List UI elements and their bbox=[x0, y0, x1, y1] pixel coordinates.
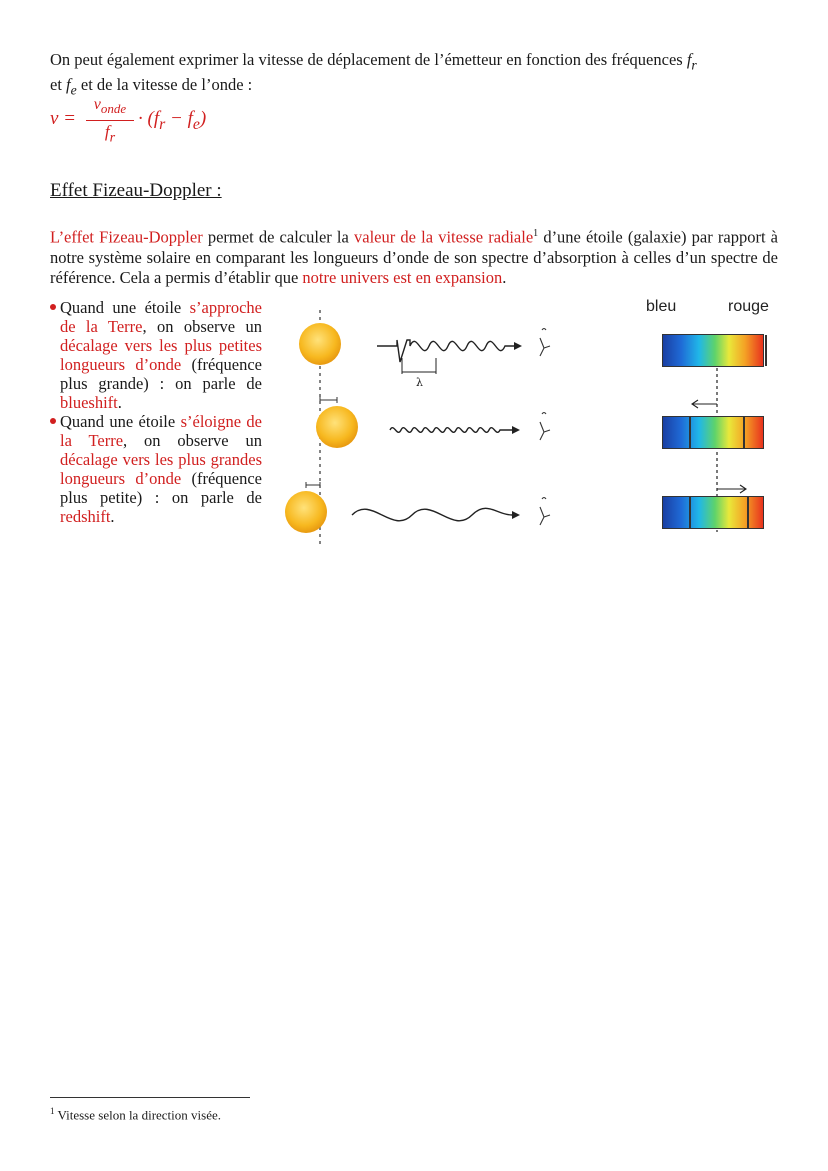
doppler-star-wave-diagram bbox=[282, 300, 572, 550]
intro-paragraph: On peut également exprimer la vitesse de déplacement de l’émetteur en fonction des fréquences $f_r$ et $f_e$ et de la vitesse de l’onde : bbox=[50, 50, 697, 98]
wave-arrowhead bbox=[514, 342, 522, 350]
section-title: Effet Fizeau-Doppler : bbox=[50, 180, 222, 201]
star-icon bbox=[285, 491, 327, 533]
absorption-line bbox=[747, 497, 749, 528]
bullet-highlight: décalage vers les plus petites longueurs d’onde bbox=[60, 336, 262, 374]
bullet-highlight: s’approche de la Terre bbox=[60, 298, 262, 336]
rhs-sub1: r bbox=[159, 115, 166, 133]
formula-numerator bbox=[86, 96, 134, 118]
star-icon bbox=[299, 323, 341, 365]
denominator-sub: r bbox=[109, 129, 116, 146]
lambda-label: λ bbox=[416, 376, 423, 389]
observer-icon bbox=[540, 329, 550, 357]
displacement-arrow-right bbox=[320, 397, 337, 403]
bullet-text: . bbox=[110, 507, 115, 526]
absorption-line bbox=[765, 335, 767, 366]
bullet-text: (fréquence plus petite) : on parle de bbox=[60, 469, 262, 507]
rhs-mid: − f bbox=[165, 108, 193, 129]
footnote bbox=[50, 1106, 221, 1123]
wave-reference bbox=[377, 340, 514, 362]
rhs-end: ) bbox=[199, 108, 207, 129]
rhs-sub2: e bbox=[192, 115, 200, 133]
bullet-redshift bbox=[50, 412, 262, 526]
star-icon bbox=[316, 406, 358, 448]
observer-icon bbox=[540, 498, 550, 526]
footnote-text: Vitesse selon la direction visée. bbox=[54, 1107, 221, 1123]
bullet-blueshift bbox=[50, 298, 262, 412]
fe-subscript: e bbox=[70, 82, 77, 98]
footnote-mark: 1 bbox=[50, 1106, 55, 1116]
rhs-part1: · (f bbox=[138, 108, 160, 129]
bullet-highlight: s’éloigne de la Terre bbox=[60, 412, 262, 450]
displacement-arrow-left bbox=[306, 482, 320, 488]
spectrum-blueshift bbox=[662, 416, 764, 449]
bullet-highlight: décalage vers les plus grandes longueurs d’onde bbox=[60, 450, 262, 488]
formula-rhs bbox=[138, 108, 206, 134]
formula-lhs: v = bbox=[50, 108, 77, 129]
numerator-var: v bbox=[93, 96, 101, 113]
spectrum-redshift bbox=[662, 496, 764, 529]
bullet-text: Quand une étoile bbox=[60, 298, 190, 317]
para-text-end: . bbox=[502, 267, 507, 287]
footnote-rule bbox=[50, 1097, 250, 1098]
wave-arrowhead bbox=[512, 426, 520, 434]
bullet-text: (fréquence plus grande) : on parle de bbox=[60, 355, 262, 393]
term-expansion: notre univers est en expansion bbox=[302, 267, 503, 287]
bullet-text: . bbox=[117, 393, 122, 412]
formula-denominator bbox=[86, 123, 134, 146]
fr-subscript: r bbox=[691, 57, 697, 73]
wave-compressed bbox=[390, 428, 512, 433]
wave-stretched bbox=[352, 508, 512, 520]
lambda-bracket bbox=[402, 358, 436, 374]
bullet-text: Quand une étoile bbox=[60, 412, 181, 431]
bullet-text: , on observe un bbox=[142, 317, 262, 336]
fr-variable: f bbox=[686, 50, 692, 69]
term-effet: L’effet Fizeau-Doppler bbox=[50, 227, 203, 247]
absorption-line bbox=[689, 497, 691, 528]
denominator-var: f bbox=[104, 122, 110, 142]
para-text-1: permet de calculer la bbox=[202, 227, 354, 247]
formula-fraction bbox=[86, 96, 134, 147]
term-redshift: redshift bbox=[60, 507, 111, 526]
bleu-label: bleu bbox=[646, 298, 677, 315]
intro-text-end: et de la vitesse de l’onde : bbox=[76, 75, 253, 95]
spectrum-reference bbox=[662, 334, 764, 367]
fizeau-doppler-paragraph bbox=[50, 224, 778, 288]
absorption-line bbox=[689, 417, 691, 448]
fe-variable: f bbox=[66, 75, 71, 95]
footnote-ref[interactable]: 1 bbox=[533, 228, 539, 239]
bullet-text: , on observe un bbox=[123, 431, 262, 450]
term-vitesse-radiale: valeur de la vitesse radiale bbox=[354, 227, 534, 247]
fraction-bar bbox=[86, 120, 134, 121]
absorption-line bbox=[743, 417, 745, 448]
term-blueshift: blueshift bbox=[60, 393, 118, 412]
bullet-dot bbox=[50, 418, 56, 424]
bullet-list bbox=[50, 298, 262, 526]
wave-arrowhead bbox=[512, 511, 520, 519]
numerator-sub: onde bbox=[100, 101, 127, 117]
para-text-2: d’une étoile (galaxie) par rapport à notre système solaire en comparant les longueurs d’onde de son spectre d’absorption à celles d’un spectre de référence. Cela a permis d’établir que bbox=[50, 227, 779, 287]
observer-icon bbox=[540, 413, 550, 441]
bullet-dot bbox=[50, 304, 56, 310]
shift-arrow-left bbox=[692, 400, 717, 408]
rouge-label: rouge bbox=[728, 298, 769, 315]
intro-text: On peut également exprimer la vitesse de déplacement de l’émetteur en fonction des fréquences bbox=[50, 50, 687, 69]
spectra-diagram bbox=[640, 296, 790, 536]
shift-arrow-right bbox=[717, 485, 746, 493]
